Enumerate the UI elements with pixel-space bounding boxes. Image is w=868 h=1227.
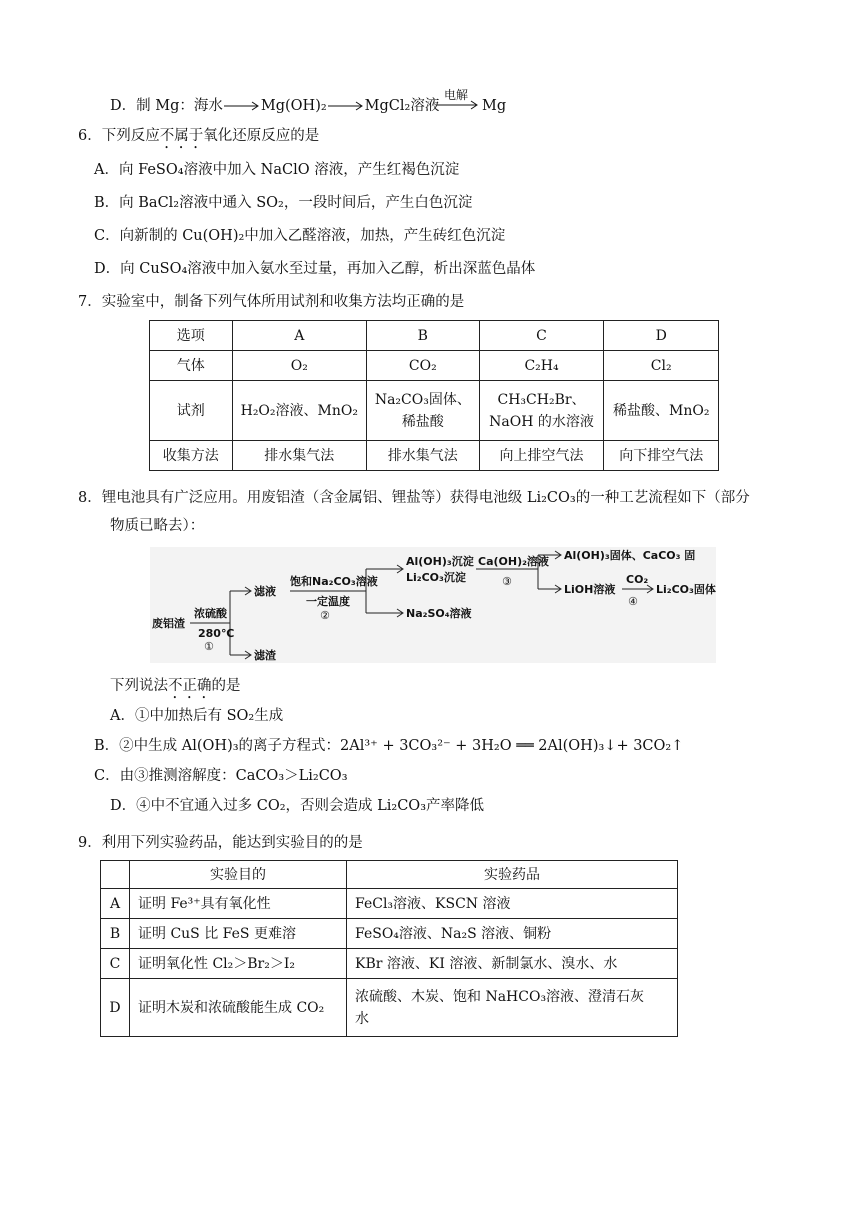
table-row: 气体 O₂ CO₂ C₂H₄ Cl₂ [150, 351, 719, 381]
q8-option-d: D．④中不宜通入过多 CO₂，否则会造成 Li₂CO₃产率降低 [110, 798, 485, 814]
flow-lioh: LiOH溶液 [564, 583, 616, 596]
q9-stem: 9．利用下列实验药品，能达到实验目的的是 [78, 835, 363, 851]
flow-step-4: ④ [628, 595, 638, 608]
q9-table [100, 860, 678, 1037]
electrolysis-label: 电解 [444, 88, 469, 102]
flow-co2: CO₂ [626, 573, 649, 586]
q6-option-c: C．向新制的 Cu(OH)₂中加入乙醛溶液，加热，产生砖红色沉淀 [94, 228, 506, 244]
table-row: D 证明木炭和浓硫酸能生成 CO₂ 浓硫酸、木炭、饱和 NaHCO₃溶液、澄清石灰 水 [101, 979, 678, 1037]
process-flow-diagram [150, 547, 716, 663]
flow-solid: Al(OH)₃固体、CaCO₃ 固 [564, 549, 696, 562]
q6-option-a: A．向 FeSO₄溶液中加入 NaClO 溶液，产生红褐色沉淀 [94, 162, 460, 178]
table-row: 收集方法 排水集气法 排水集气法 向上排空气法 向下排空气法 [150, 441, 719, 471]
arrow-icon [436, 100, 480, 110]
flow-acid: 浓硫酸 [194, 607, 227, 620]
table-row: C 证明氧化性 Cl₂＞Br₂＞I₂ KBr 溶液、KI 溶液、新制氯水、溴水、水 [101, 949, 678, 979]
flow-step-1: ① [204, 640, 214, 653]
arrow-icon [223, 101, 261, 111]
q8-ask: 下列说法不正确的是 [110, 678, 241, 694]
table-row: 实验目的 实验药品 [101, 861, 678, 889]
flow-step-3: ③ [502, 575, 512, 588]
table-row: B 证明 CuS 比 FeS 更难溶 FeSO₄溶液、Na₂S 溶液、铜粉 [101, 919, 678, 949]
emphasis-text: 不属于 [159, 128, 204, 144]
flow-temp: 280℃ [198, 627, 235, 640]
flow-residue: 滤渣 [254, 649, 276, 662]
q7-table [149, 320, 719, 471]
q5-option-d: D．制 Mg：海水 Mg(OH)₂ MgCl₂溶液 [110, 98, 440, 114]
flow-filtrate: 滤液 [254, 585, 276, 598]
table-row: 选项 A B C D [150, 321, 719, 351]
q7-stem: 7．实验室中，制备下列气体所用试剂和收集方法均正确的是 [78, 294, 465, 310]
q8-option-b: B．②中生成 Al(OH)₃的离子方程式：2Al³⁺ + 3CO₃²⁻ + 3H₂O ══ 2Al(OH)₃↓+ 3CO₂↑ [94, 738, 684, 754]
flow-start: 废铝渣 [152, 617, 185, 630]
flow-reagent-2: 饱和Na₂CO₃溶液 [290, 575, 378, 588]
q8-option-c: C．由③推测溶解度：CaCO₃＞Li₂CO₃ [94, 768, 348, 784]
emphasis-text: 不正确 [168, 678, 212, 694]
flow-step-2: ② [320, 609, 330, 622]
q6-stem: 6．下列反应不属于氧化还原反应的是 [78, 128, 320, 144]
flow-ppt-li2co3: Li₂CO₃沉淀 [406, 571, 466, 584]
q6-option-d: D．向 CuSO₄溶液中加入氨水至过量，再加入乙醇，析出深蓝色晶体 [94, 261, 536, 277]
table-row: A 证明 Fe³⁺具有氧化性 FeCl₃溶液、KSCN 溶液 [101, 889, 678, 919]
arrow-icon [327, 101, 365, 111]
q8-option-a: A．①中加热后有 SO₂生成 [110, 708, 284, 724]
flow-ppt-aloh3: Al(OH)₃沉淀 [406, 555, 474, 568]
q8-stem-line1: 8．锂电池具有广泛应用。用废铝渣（含金属铝、锂盐等）获得电池级 Li₂CO₃的一种工艺流程如下（部分 [78, 490, 750, 506]
q6-option-b: B．向 BaCl₂溶液中通入 SO₂，一段时间后，产生白色沉淀 [94, 195, 473, 211]
flow-condition-2: 一定温度 [306, 595, 350, 608]
table-row: 试剂 H₂O₂溶液、MnO₂ Na₂CO₃固体、 稀盐酸 CH₃CH₂Br、 NaOH 的水溶液 稀盐酸、MnO₂ [150, 381, 719, 441]
q5-product: Mg [482, 98, 507, 114]
flow-reagent-3: Ca(OH)₂溶液 [478, 555, 549, 568]
q8-stem-line2: 物质已略去）： [110, 518, 205, 534]
flow-na2so4: Na₂SO₄溶液 [406, 607, 472, 620]
flow-product: Li₂CO₃固体 [656, 583, 716, 596]
